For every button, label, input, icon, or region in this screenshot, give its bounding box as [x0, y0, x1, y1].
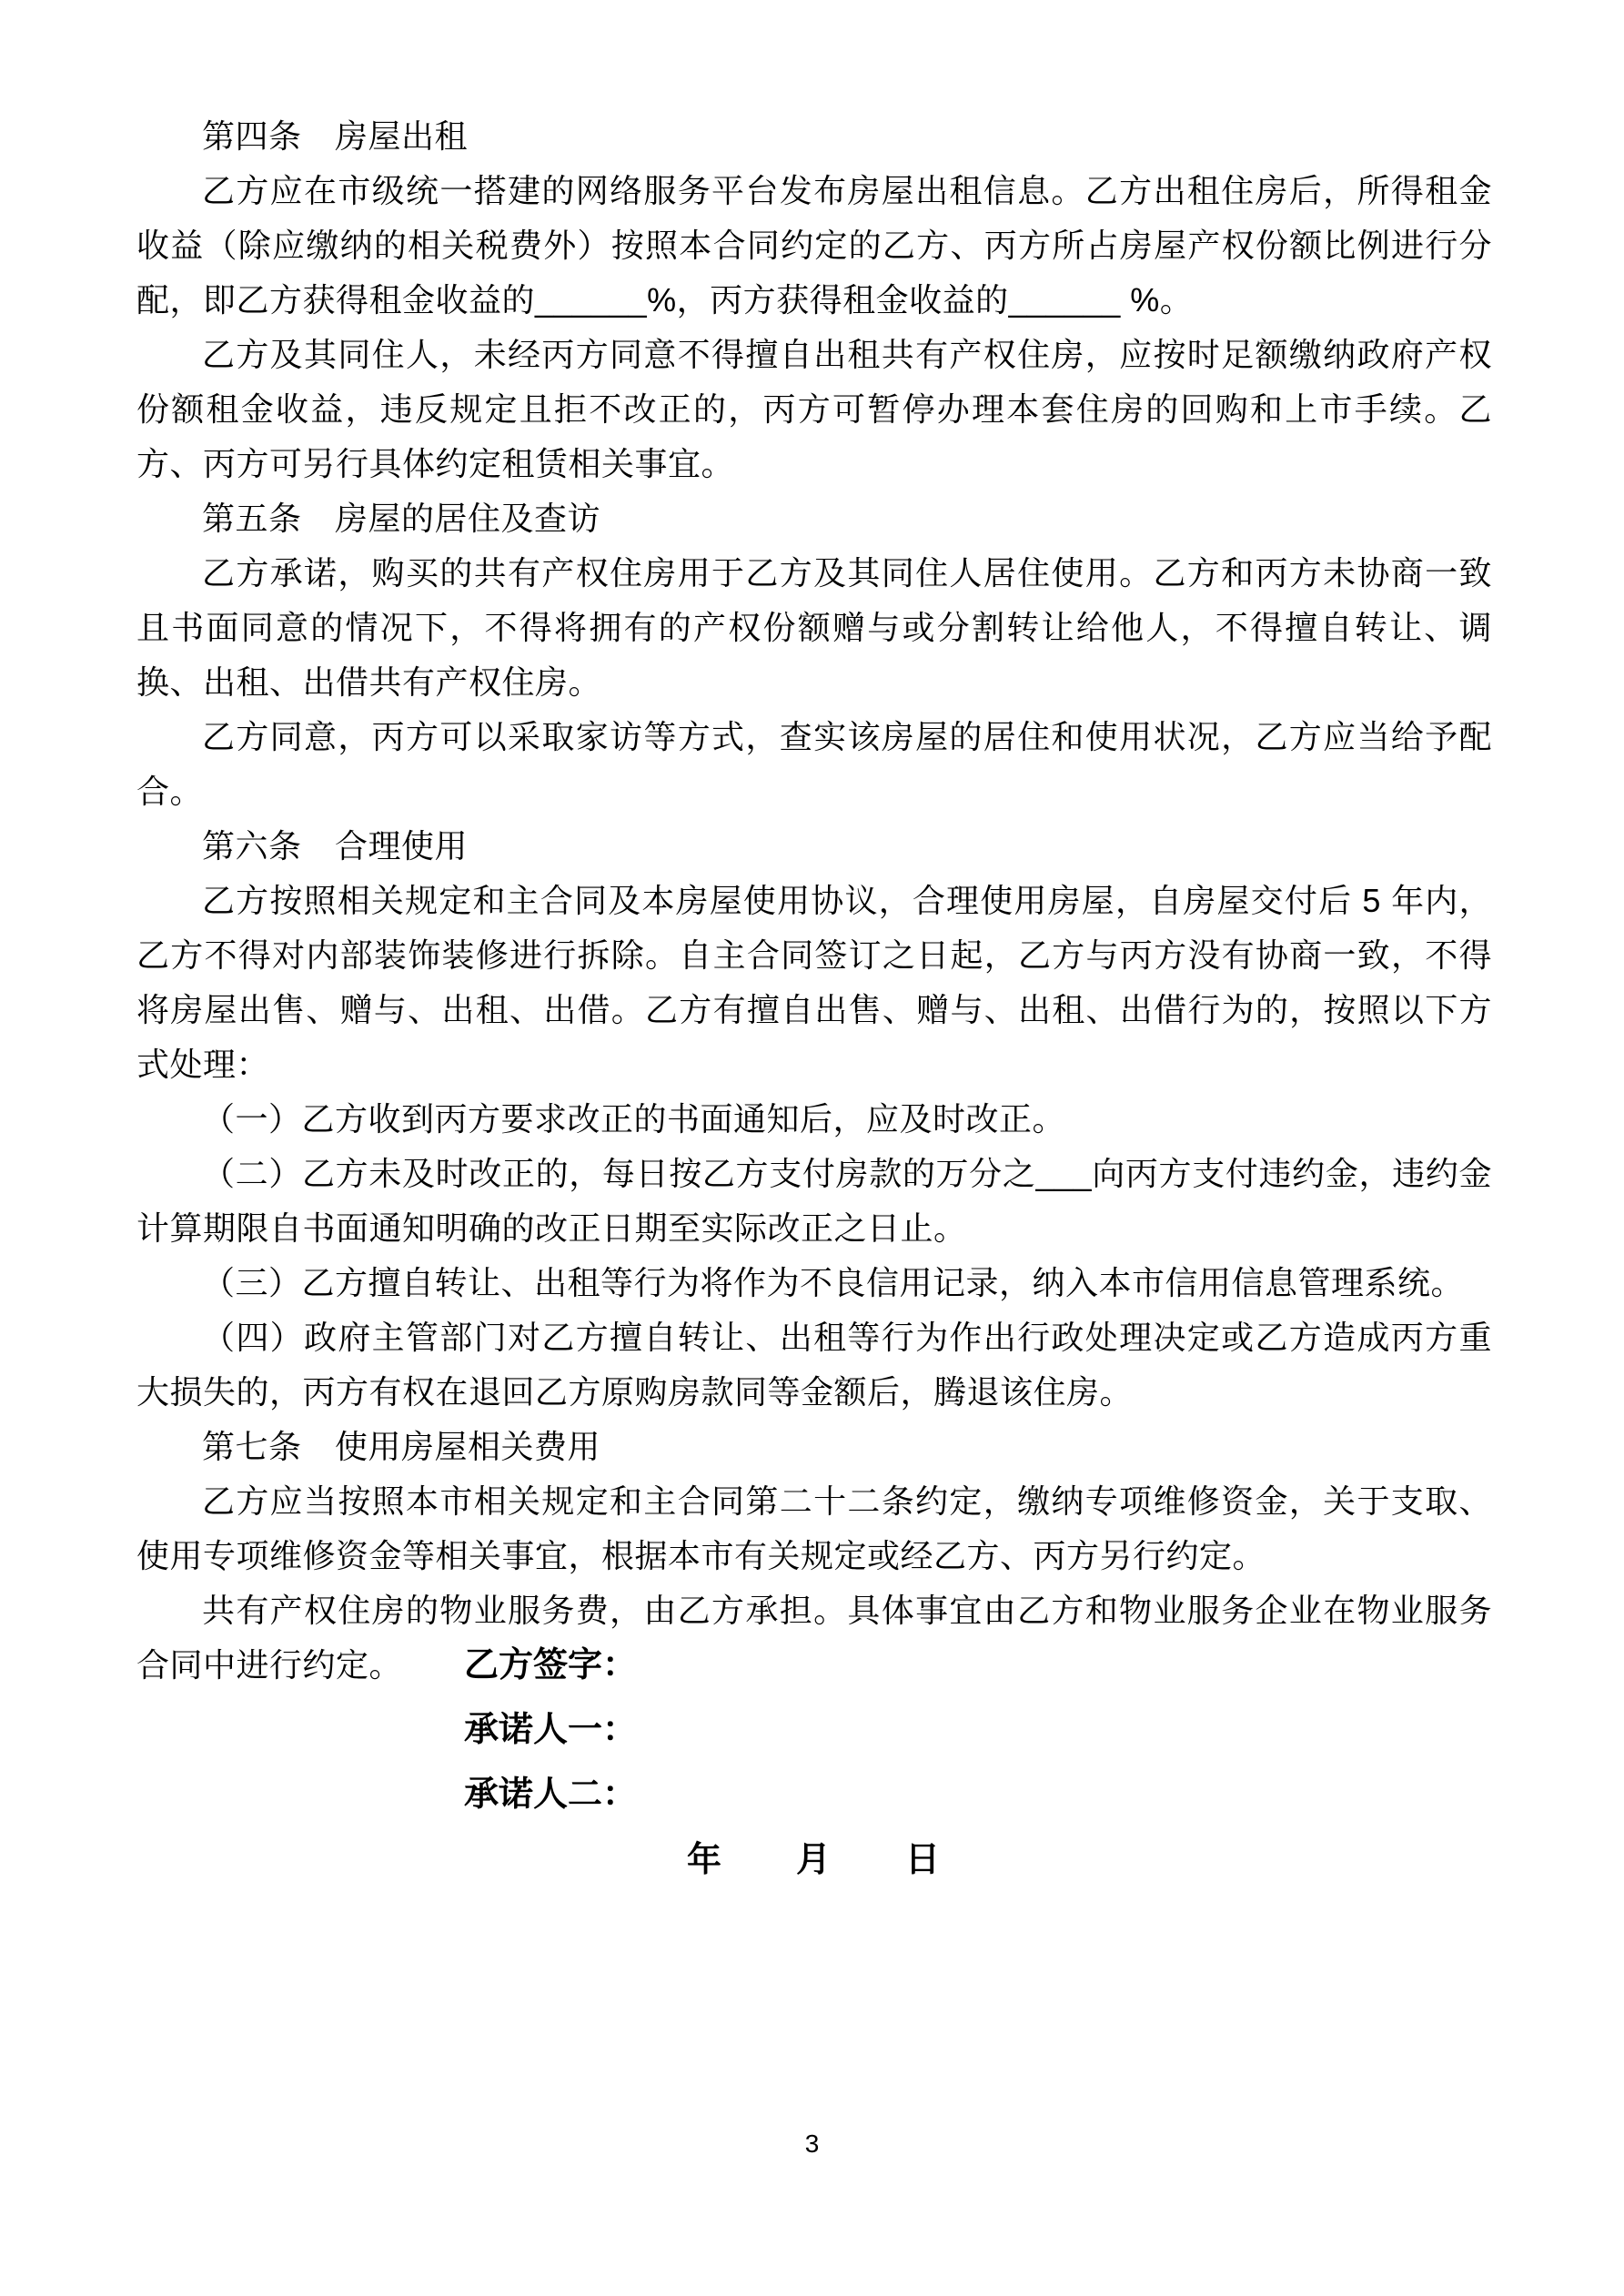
paragraph: 共有产权住房的物业服务费，由乙方承担。具体事宜由乙方和物业服务企业在物业服务合同中进行约定。 [136, 1592, 1492, 1684]
section-heading: 第七条 使用房屋相关费用 [202, 1428, 601, 1465]
signature-block [464, 1633, 637, 1827]
paragraph: 乙方及其同住人，未经丙方同意不得擅自出租共有产权住房，应按时足额缴纳政府产权份额租金收益，违反规定且拒不改正的，丙方可暂停办理本套住房的回购和上市手续。乙方、丙方可另行具体约定租赁相关事宜。 [136, 336, 1492, 482]
paragraph: 乙方应当按照本市相关规定和主合同第二十二条约定，缴纳专项维修资金，关于支取、使用专项维修资金等相关事宜，根据本市有关规定或经乙方、丙方另行约定。 [136, 1482, 1492, 1574]
paragraph: 乙方按照相关规定和主合同及本房屋使用协议，合理使用房屋，自房屋交付后 5 年内，乙方不得对内部装饰装修进行拆除。自主合同签订之日起，乙方与丙方没有协商一致，不得将房屋出售、赠与、出租、出借。乙方有擅自出售、赠与、出租、出借行为的，按照以下方式处理： [136, 882, 1492, 1083]
section-heading: 第四条 房屋出租 [202, 117, 469, 155]
section-heading: 第六条 合理使用 [202, 827, 469, 865]
page-number: 3 [804, 2129, 820, 2158]
contract-body [136, 109, 1492, 1693]
list-item-paragraph: （三）乙方擅自转让、出租等行为将作为不良信用记录，纳入本市信用信息管理系统。 [202, 1264, 1465, 1301]
signature-line-party-b: 乙方签字： [464, 1646, 638, 1684]
paragraph: 乙方承诺，购买的共有产权住房用于乙方及其同住人居住使用。乙方和丙方未协商一致且书面同意的情况下，不得将拥有的产权份额赠与或分割转让给他人，不得擅自转让、调换、出租、出借共有产权住房。 [136, 554, 1492, 701]
list-item-paragraph: （一）乙方收到丙方要求改正的书面通知后，应及时改正。 [202, 1100, 1066, 1138]
signature-line-promisor-two: 承诺人二： [464, 1775, 638, 1814]
date-line: 年 月 日 [687, 1841, 943, 1879]
paragraph: 乙方同意，丙方可以采取家访等方式，查实该房屋的居住和使用状况，乙方应当给予配合。 [136, 718, 1492, 810]
section-heading: 第五条 房屋的居住及查访 [202, 500, 601, 537]
list-item-paragraph: （二）乙方未及时改正的，每日按乙方支付房款的万分之___向丙方支付违约金，违约金计算期限自书面通知明确的改正日期至实际改正之日止。 [136, 1155, 1492, 1247]
paragraph: 乙方应在市级统一搭建的网络服务平台发布房屋出租信息。乙方出租住房后，所得租金收益（除应缴纳的相关税费外）按照本合同约定的乙方、丙方所占房屋产权份额比例进行分配，即乙方获得租金收益的______%，丙方获得租金收益的______ %。 [136, 172, 1492, 319]
list-item-paragraph: （四）政府主管部门对乙方擅自转让、出租等行为作出行政处理决定或乙方造成丙方重大损失的，丙方有权在退回乙方原购房款同等金额后，腾退该住房。 [136, 1319, 1492, 1411]
signature-line-promisor-one: 承诺人一： [464, 1711, 638, 1749]
